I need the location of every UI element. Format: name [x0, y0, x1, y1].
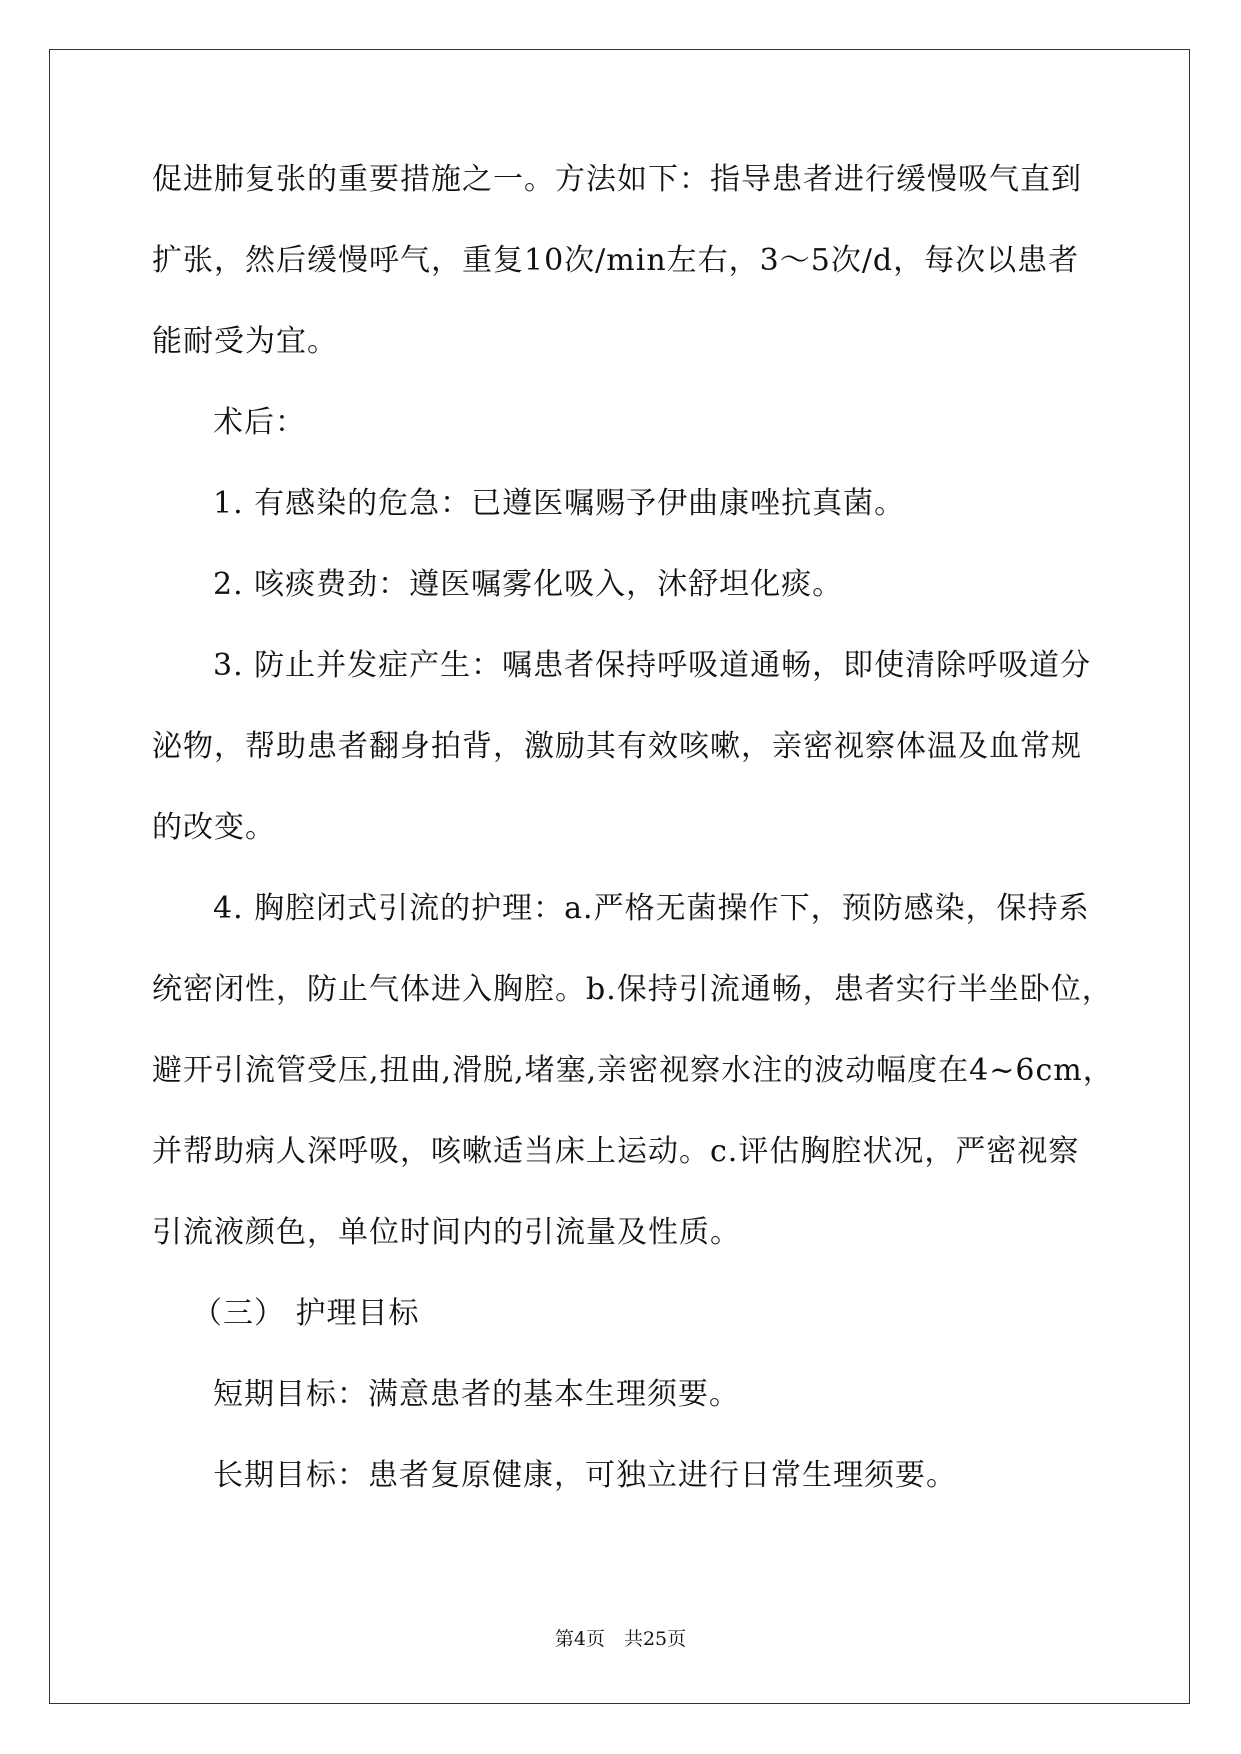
- paragraph-line: 引流液颜色，单位时间内的引流量及性质。: [152, 1215, 741, 1250]
- paragraph-line: 能耐受为宜。: [152, 324, 338, 359]
- paragraph-line: 统密闭性，防止气体进入胸腔。b.保持引流通畅，患者实行半坐卧位，: [152, 972, 1113, 1007]
- section-label-postop: 术后：: [213, 405, 306, 440]
- short-term-goal: 短期目标：满意患者的基本生理须要。: [213, 1377, 740, 1412]
- long-term-goal: 长期目标：患者复原健康，可独立进行日常生理须要。: [213, 1458, 957, 1493]
- paragraph-line: 避开引流管受压,扭曲,滑脱,堵塞,亲密视察水注的波动幅度在4~6cm，: [152, 1053, 1114, 1088]
- paragraph-line: 促进肺复张的重要措施之一。方法如下：指导患者进行缓慢吸气直到: [152, 162, 1082, 197]
- list-item-2: 2. 咳痰费劲：遵医嘱雾化吸入，沐舒坦化痰。: [213, 567, 844, 602]
- list-item-4: 4. 胸腔闭式引流的护理：a.严格无菌操作下，预防感染，保持系: [213, 891, 1090, 926]
- page-number: 第4页 共25页: [554, 1628, 687, 1650]
- paragraph-line: 的改变。: [152, 810, 276, 845]
- paragraph-line: 并帮助病人深呼吸，咳嗽适当床上运动。c.评估胸腔状况，严密视察: [152, 1134, 1080, 1169]
- section-heading: （三） 护理目标: [192, 1296, 420, 1331]
- list-item-1: 1. 有感染的危急：已遵医嘱赐予伊曲康唑抗真菌。: [213, 486, 906, 521]
- paragraph-line: 扩张，然后缓慢呼气，重复10次/min左右，3～5次/d，每次以患者: [152, 243, 1080, 278]
- list-item-3: 3. 防止并发症产生：嘱患者保持呼吸道通畅，即使清除呼吸道分: [213, 648, 1092, 683]
- paragraph-line: 泌物，帮助患者翻身拍背，激励其有效咳嗽，亲密视察体温及血常规: [152, 729, 1082, 764]
- document-body: [152, 158, 1114, 1535]
